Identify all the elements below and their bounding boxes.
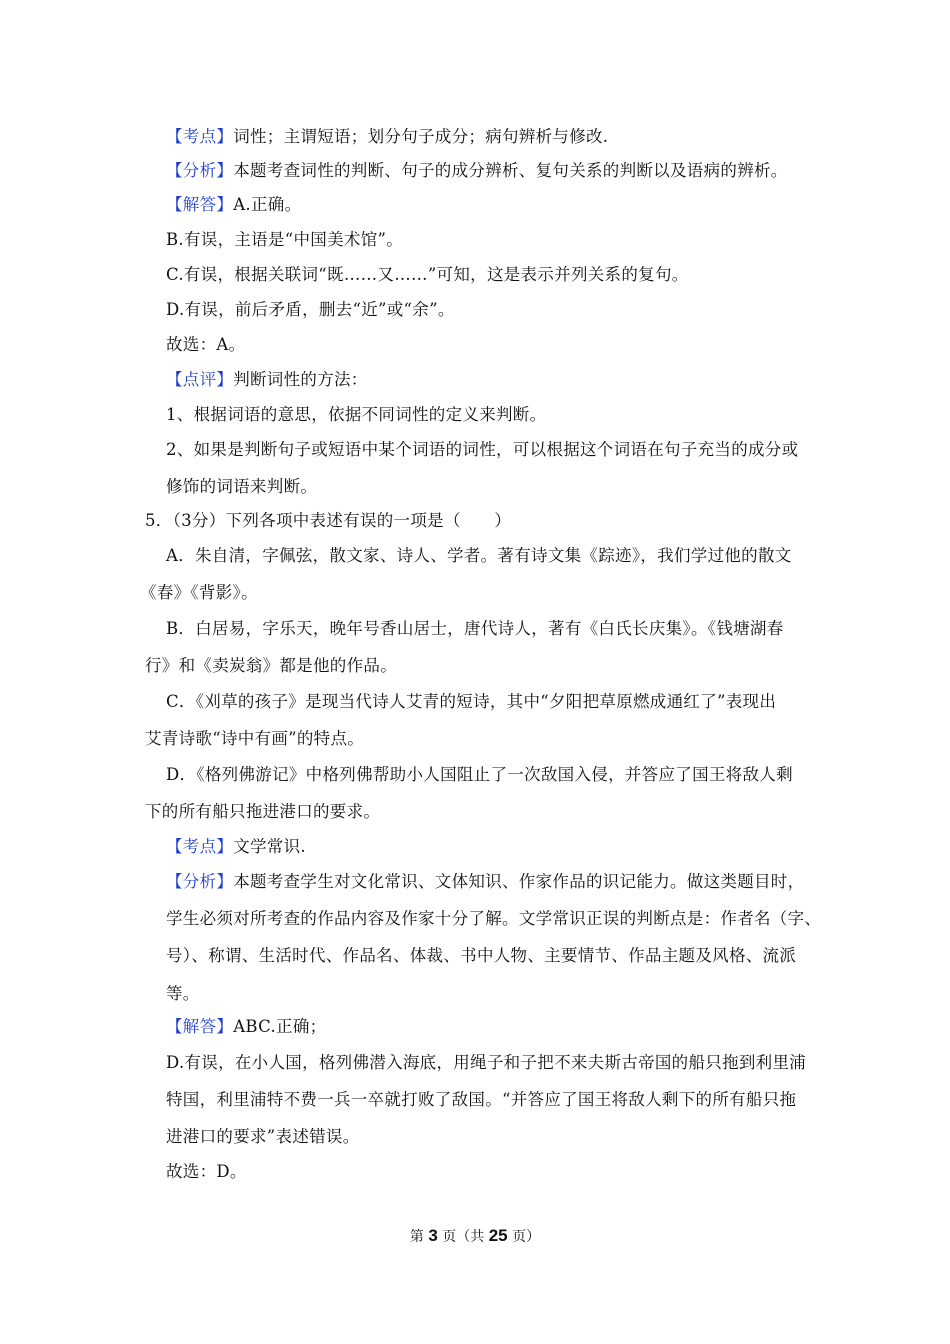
q5-guxuan: 故选：D。 xyxy=(166,1162,247,1181)
jieda-tag: 【解答】 xyxy=(166,1017,234,1036)
page-total: 25 xyxy=(488,1226,508,1245)
q4-answer-d: D.有误，前后矛盾，删去“近”或“余”。 xyxy=(166,300,455,319)
q5-option-a-1: A．朱自清，字佩弦，散文家、诗人、学者。著有诗文集《踪迹》，我们学过他的散文 xyxy=(166,546,792,565)
q5-fenxi-4: 等。 xyxy=(166,984,200,1003)
q5-option-b-1: B．白居易，字乐天，晚年号香山居士，唐代诗人，著有《白氏长庆集》。《钱塘湖春 xyxy=(166,619,784,638)
kaodian-text: 文学常识. xyxy=(233,837,306,856)
q5-fenxi-2: 学生必须对所考查的作品内容及作家十分了解。文学常识正误的判断点是：作者名（字、 xyxy=(166,909,822,928)
q5-jieda xyxy=(166,1016,326,1038)
q4-point-2b: 修饰的词语来判断。 xyxy=(166,477,318,496)
q5-stem: 5．（3分）下列各项中表述有误的一项是（ ） xyxy=(145,511,512,530)
q4-fenxi xyxy=(166,160,788,182)
fenxi-tag: 【分析】 xyxy=(166,872,234,891)
q5-option-d-2: 下的所有船只拖进港口的要求。 xyxy=(145,802,381,821)
q5-fenxi-1 xyxy=(166,871,804,893)
q5-option-c-2: 艾青诗歌“诗中有画”的特点。 xyxy=(145,729,365,748)
q4-answer-b: B.有误，主语是“中国美术馆”。 xyxy=(166,230,404,249)
q4-kaodian xyxy=(166,126,608,148)
jieda-text: ABC.正确； xyxy=(233,1017,327,1036)
fenxi-text: 本题考查词性的判断、句子的成分辨析、复句关系的判断以及语病的辨析。 xyxy=(233,161,788,180)
q4-dianping xyxy=(166,369,368,391)
jieda-text: A.正确。 xyxy=(233,195,302,214)
kaodian-tag: 【考点】 xyxy=(166,837,234,856)
q5-explain-1: D.有误，在小人国，格列佛潜入海底，用绳子和子把不来夫斯古帝国的船只拖到利里浦 xyxy=(166,1053,807,1072)
dianping-tag: 【点评】 xyxy=(166,370,234,389)
footer-prefix: 第 xyxy=(409,1229,424,1245)
footer-suffix: 页） xyxy=(512,1229,541,1245)
q5-option-b-2: 行》和《卖炭翁》都是他的作品。 xyxy=(145,656,397,675)
fenxi-tag: 【分析】 xyxy=(166,161,234,180)
q5-option-a-2: 《春》《背影》。 xyxy=(140,583,258,602)
q4-jieda xyxy=(166,194,301,216)
dianping-text: 判断词性的方法： xyxy=(233,370,368,389)
page-number: 3 xyxy=(428,1226,438,1245)
q5-explain-2: 特国，利里浦特不费一兵一卒就打败了敌国。“并答应了国王将敌人剩下的所有船只拖 xyxy=(166,1090,797,1109)
q5-option-c-1: C．《刈草的孩子》是现当代诗人艾青的短诗，其中“夕阳把草原燃成通红了”表现出 xyxy=(166,692,777,711)
q5-explain-3: 进港口的要求”表述错误。 xyxy=(166,1127,360,1146)
kaodian-tag: 【考点】 xyxy=(166,127,234,146)
q4-point-1: 1、根据词语的意思，依据不同词性的定义来判断。 xyxy=(166,405,547,424)
page-footer xyxy=(0,1226,950,1247)
q4-point-2a: 2、如果是判断句子或短语中某个词语的词性，可以根据这个词语在句子充当的成分或 xyxy=(166,440,799,459)
kaodian-text: 词性；主谓短语；划分句子成分；病句辨析与修改. xyxy=(233,127,609,146)
q5-option-d-1: D．《格列佛游记》中格列佛帮助小人国阻止了一次敌国入侵，并答应了国王将敌人剩 xyxy=(166,765,793,784)
q5-kaodian xyxy=(166,836,306,858)
q5-fenxi-3: 号）、称谓、生活时代、作品名、体裁、书中人物、主要情节、作品主题及风格、流派 xyxy=(166,946,797,965)
fenxi-text: 本题考查学生对文化常识、文体知识、作家作品的识记能力。做这类题目时， xyxy=(233,872,805,891)
jieda-tag: 【解答】 xyxy=(166,195,234,214)
q4-answer-c: C.有误，根据关联词“既……又……”可知，这是表示并列关系的复句。 xyxy=(166,265,689,284)
q4-guxuan: 故选：A。 xyxy=(166,335,246,354)
footer-middle: 页（共 xyxy=(442,1229,485,1245)
